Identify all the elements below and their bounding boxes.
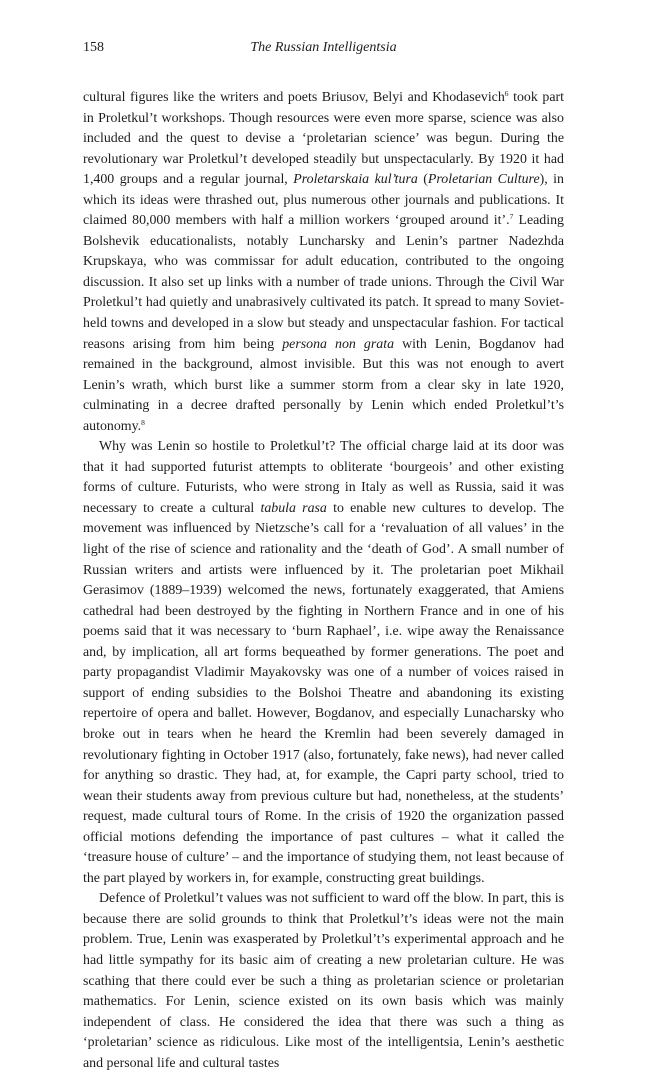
book-page [83, 40, 564, 1074]
text-run: took part in Proletkul’t workshops. Though resources were even more sparse, science was also included and the quest to devise a ‘proletarian science’ was begun. During the revolutionary war Proletkul’t developed steadily but unspectacularly. By 1920 it had 1,400 groups and a regular journal, [83, 90, 564, 188]
italic-phrase: tabula rasa [260, 500, 327, 516]
page-number: 158 [83, 40, 104, 55]
italic-phrase: persona non grata [282, 336, 395, 352]
text-run: with Lenin, Bogdanov had remained in the background, almost invisible. But this was not enough to avert Lenin’s wrath, which burst like a summer storm from a clear sky in late 1920, culminating in a decree drafted personally by Lenin which ended Proletkul’t’s autonomy. [83, 336, 564, 434]
running-head [83, 40, 564, 62]
paragraph-1 [83, 88, 564, 437]
text-run: to enable new cultures to develop. The movement was influenced by Nietzsche’s call for a ‘revaluation of all values’ in the light of the rise of science and rationality and the ‘death of God’. A small number of Russian writers and artists were influenced by it. The proletarian poet Mikhail Gerasimov (1889–1939) welcomed the news, fortunately exaggerated, that Amiens cathedral had been destroyed by the fighting in Northern France and in one of his poems said that it was necessary to ‘burn Raphael’, i.e. wipe away the Renaissance and, by implication, all art forms bequeathed by former generations. The poet and party propagandist Vladimir Mayakovsky was one of a number of voices raised in support of ending subsidies to the Bolshoi Theatre and abandoning its existing repertoire of opera and ballet. However, Bogdanov, and especially Lunacharsky who broke out in tears when he heard the Kremlin had been severely damaged in revolutionary fighting in October 1917 (also, fortunately, fake news), had never called for anything so drastic. They had, at, for example, the Capri party school, tried to wean their students away from previous culture but had, nonetheless, at the students’ request, made cultural tours of Rome. In the crisis of 1920 the organization passed official motions defending the importance of past cultures – what it called the ‘treasure house of culture’ – and the importance of studying them, not least because of the part played by workers in, for example, constructing great buildings. [83, 500, 564, 886]
italic-title: Proletarian Culture [427, 172, 540, 188]
text-run: Leading Bolshevik educationalists, notably Luncharsky and Lenin’s partner Nadezhda Krupskaya, who was commissar for adult education, contributed to the ongoing discussion. It also set up links with a number of trade unions. Through the Civil War Proletkul’t had quietly and unabrasively cultivated its patch. It spread to many Soviet-held towns and developed in a slow but steady and unspectacular fashion. For tactical reasons arising from him being [83, 213, 564, 352]
italic-title: Proletarskaia kul’tura [293, 172, 418, 188]
paragraph-2 [83, 437, 564, 889]
text-run: ), in which its ideas were thrashed out, plus numerous other journals and publications. It claimed 80,000 members with half a million workers ‘grouped around it’. [83, 172, 564, 229]
footnote-ref-8[interactable]: 8 [141, 417, 145, 427]
running-title: The Russian Intelligentsia [250, 40, 397, 55]
text-run: cultural figures like the writers and poets Briusov, Belyi and Khodasevich [83, 90, 505, 105]
text-run: Defence of Proletkul’t values was not sufficient to ward off the blow. In part, this is because there are solid grounds to think that Proletkul’t’s ideas were not the main problem. True, Lenin was exasperated by Proletkul’t’s experimental approach and he had little sympathy for its basic aim of creating a new proletarian culture. He was scathing that there could ever be such a thing as proletarian science or proletarian mathematics. For Lenin, science existed on its own basis which was mainly independent of class. He considered the idea that there was such a thing as ‘proletarian’ science as ridiculous. Like most of the intelligentsia, Lenin’s aesthetic and personal life and cultural tastes [83, 891, 564, 1071]
text-run: Why was Lenin so hostile to Proletkul’t? The official charge laid at its door was that it had supported futurist attempts to obliterate ‘bourgeois’ and other existing forms of culture. Futurists, who were strong in Italy as well as Russia, said it was necessary to create a cultural [83, 439, 564, 516]
body-text [83, 88, 564, 1074]
footnote-ref-7[interactable]: 7 [509, 212, 514, 222]
text-run: ( [417, 172, 428, 188]
footnote-ref-6[interactable]: 6 [504, 89, 509, 98]
paragraph-3 [83, 889, 564, 1074]
